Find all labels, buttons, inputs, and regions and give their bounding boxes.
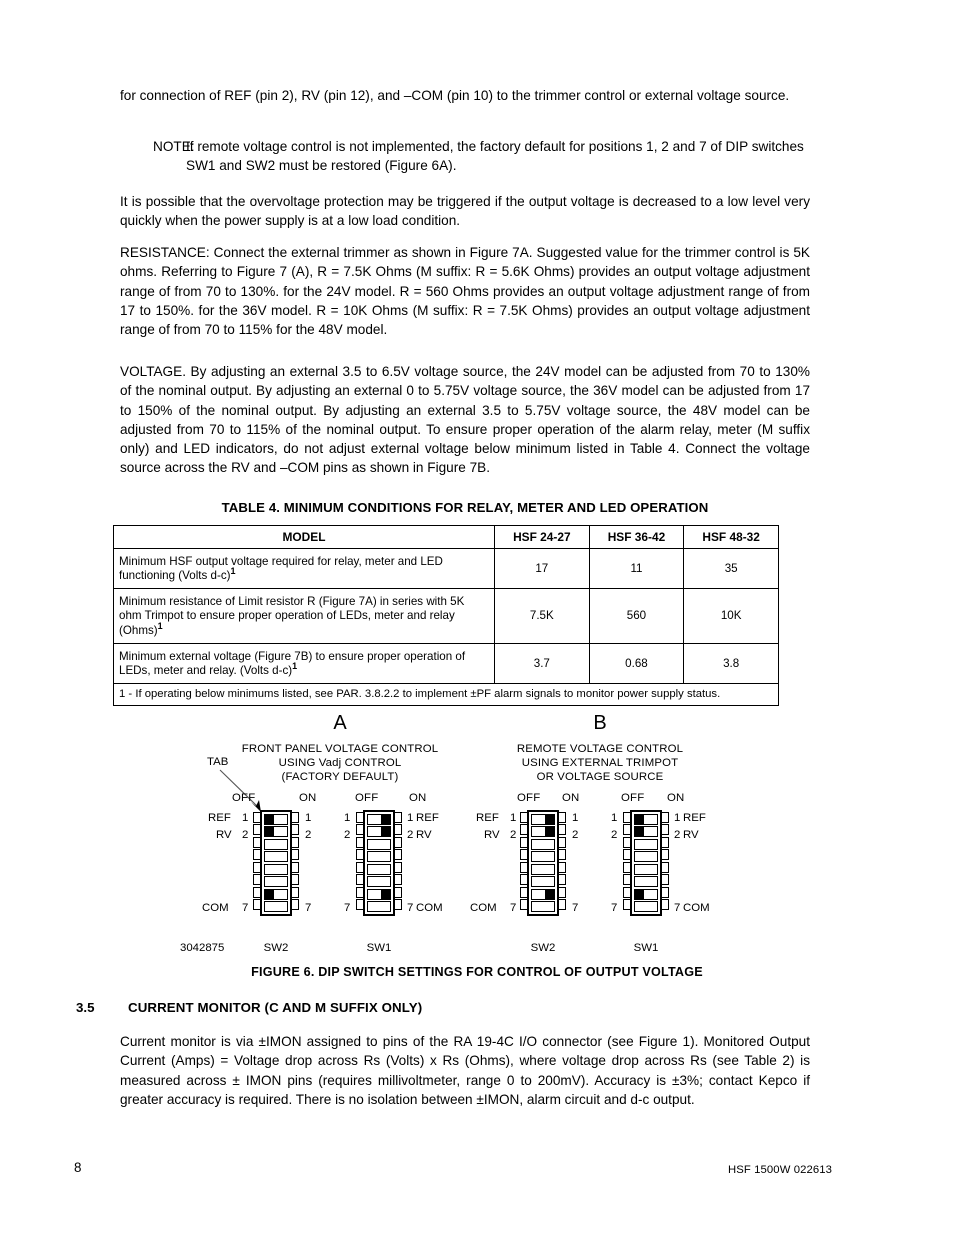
dip-body xyxy=(527,810,559,916)
panel-a-sw1-on-label: ON xyxy=(409,792,427,804)
table4-row1-footnote-marker: 1 xyxy=(157,620,163,631)
paragraph-overvoltage-block xyxy=(120,192,810,244)
table4-header-model: MODEL xyxy=(114,526,495,549)
panel-b-sw2-left-num-2: 2 xyxy=(510,829,517,841)
dip-slot-7[interactable] xyxy=(531,889,555,900)
table4-row2-val2: 3.8 xyxy=(684,644,779,684)
panel-b-sw2-right-num-7: 7 xyxy=(572,902,579,914)
table4-row0-desc xyxy=(114,549,495,589)
table4-footnote: 1 - If operating below minimums listed, see PAR. 3.8.2.2 to implement ±PF alarm signals to monitor power supply status. xyxy=(114,684,779,705)
section-3-5-body xyxy=(120,1032,810,1122)
dip-slot-5[interactable] xyxy=(531,864,555,875)
panel-a-sw2-off-label: OFF xyxy=(232,792,256,804)
table4-row1-val0: 7.5K xyxy=(495,589,590,644)
note-text: If remote voltage control is not implemented, the factory default for positions 1, 2 and 7 of DIP switches SW1 and SW2 must be restored (Figure 6A). xyxy=(186,139,804,174)
dip-slot-5[interactable] xyxy=(264,864,288,875)
paragraph-resistance-block xyxy=(120,243,810,352)
panel-b-sw1-name: SW1 xyxy=(633,942,659,954)
panel-a-sw2-right-num-1: 1 xyxy=(305,812,312,824)
table4-row0-desc-text: Minimum HSF output voltage required for relay, meter and LED functioning (Volts d-c) xyxy=(119,554,443,582)
panel-b-sw1-left-num-2: 2 xyxy=(611,829,618,841)
dip-slot-2[interactable] xyxy=(634,826,658,837)
panel-b-sw1-right-num-1: 1 xyxy=(674,812,681,824)
panel-a-sw1-left-num-1: 1 xyxy=(344,812,351,824)
table-row xyxy=(114,549,779,589)
panel-b-sw2-outer-label-com: COM xyxy=(470,902,497,914)
dip-slot-6[interactable] xyxy=(367,876,391,887)
dip-slot-2[interactable] xyxy=(264,826,288,837)
dip-slider xyxy=(381,815,390,824)
dip-slot-4[interactable] xyxy=(634,851,658,862)
paragraph-overvoltage: It is possible that the overvoltage protection may be triggered if the output voltage is decreased to a low level very quickly when the power supply is at a low load condition. xyxy=(120,194,810,229)
dip-slider xyxy=(545,815,554,824)
figure6-panel-a-letter: A xyxy=(333,712,347,734)
dip-slider xyxy=(545,890,554,899)
panel-a-sw2-on-label: ON xyxy=(299,792,317,804)
figure6-title: FIGURE 6. DIP SWITCH SETTINGS FOR CONTROL OF OUTPUT VOLTAGE xyxy=(251,965,703,979)
table4-row2-desc-text: Minimum external voltage (Figure 7B) to ensure proper operation of LEDs, meter and relay. (Volts d-c) xyxy=(119,649,466,677)
dip-slot-1[interactable] xyxy=(634,814,658,825)
dip-slot-2[interactable] xyxy=(367,826,391,837)
footer-document-id: HSF 1500W 022613 xyxy=(728,1164,832,1176)
dip-slot-7[interactable] xyxy=(367,889,391,900)
intro-text-block xyxy=(120,86,810,118)
panel-a-sw2-outer-label-rv: RV xyxy=(216,829,232,841)
dip-slot-3[interactable] xyxy=(634,839,658,850)
table4-row2-desc xyxy=(114,644,495,684)
dip-slot-6[interactable] xyxy=(531,876,555,887)
table-row xyxy=(114,644,779,684)
panel-a-sw2-right-num-7: 7 xyxy=(305,902,312,914)
dip-slider xyxy=(265,827,274,836)
figure6-panel-a-caption-line-3: (FACTORY DEFAULT) xyxy=(281,771,399,783)
table4 xyxy=(113,525,779,706)
dip-slot-7[interactable] xyxy=(264,889,288,900)
panel-a-sw1-off-label: OFF xyxy=(355,792,379,804)
figure6-panel-a-caption-line-2: USING Vadj CONTROL xyxy=(278,757,402,769)
dip-slider xyxy=(381,827,390,836)
dip-body xyxy=(630,810,662,916)
dip-slot-3[interactable] xyxy=(367,839,391,850)
figure6-panel-b-caption-line-3: OR VOLTAGE SOURCE xyxy=(536,771,664,783)
panel-b-sw2-name: SW2 xyxy=(530,942,556,954)
dip-slider xyxy=(265,815,274,824)
panel-a-sw2-right-num-2: 2 xyxy=(305,829,312,841)
table4-row0-val2: 35 xyxy=(684,549,779,589)
panel-b-sw2-right-num-2: 2 xyxy=(572,829,579,841)
panel-a-sw1-left-num-2: 2 xyxy=(344,829,351,841)
dip-body xyxy=(260,810,292,916)
dip-slot-8[interactable] xyxy=(367,901,391,912)
dip-slot-3[interactable] xyxy=(264,839,288,850)
panel-b-sw2-left-num-7: 7 xyxy=(510,902,517,914)
panel-a-sw2-name: SW2 xyxy=(263,942,289,954)
figure6-panel-b-letter: B xyxy=(593,712,607,734)
dip-slot-1[interactable] xyxy=(531,814,555,825)
panel-a-sw1-right-num-1: 1 xyxy=(407,812,414,824)
dip-slot-4[interactable] xyxy=(264,851,288,862)
panel-a-sw1-left-num-7: 7 xyxy=(344,902,351,914)
paragraph-resistance: RESISTANCE: Connect the external trimmer as shown in Figure 7A. Suggested value for the trimmer control is 5K ohms. Referring to Figure 7 (A), R = 7.5K Ohms (M suffix: R = 5.6K Ohms) provides an output voltage adjustment range of from 70 to 130%. for the 24V model. R = 560 Ohms provides an output voltage adjustment range of from 17 to 150%. for the 36V model. R = 10K Ohms (M suffix: R = 7.5K Ohms) provides an output voltage adjustment range of from 70 to 115% for the 48V model. xyxy=(120,245,810,338)
dip-slider xyxy=(265,890,274,899)
panel-b-sw1-right-num-2: 2 xyxy=(674,829,681,841)
table4-row0-val0: 17 xyxy=(495,549,590,589)
panel-a-sw1-outer-label-com: COM xyxy=(416,902,443,914)
table4-header-hsf-36-42: HSF 36-42 xyxy=(589,526,684,549)
panel-b-sw1-outer-label-com: COM xyxy=(683,902,710,914)
panel-b-sw2-off-label: OFF xyxy=(517,792,541,804)
tab-leader-line xyxy=(215,762,275,817)
table4-header-hsf-48-32: HSF 48-32 xyxy=(684,526,779,549)
paragraph-connection: for connection of REF (pin 2), RV (pin 12), and –COM (pin 10) to the trimmer control or external voltage source. xyxy=(120,88,790,103)
panel-b-sw2-outer-label-rv: RV xyxy=(484,829,500,841)
panel-a-sw1-right-num-2: 2 xyxy=(407,829,414,841)
panel-a-sw2-left-num-7: 7 xyxy=(242,902,249,914)
dip-slider xyxy=(545,827,554,836)
figure6-part-number: 3042875 xyxy=(180,942,225,954)
table4-row1-desc-text: Minimum resistance of Limit resistor R (Figure 7A) in series with 5K ohm Trimpot to ensure proper operation of LEDs, meter and relay (Ohms) xyxy=(119,594,465,637)
panel-b-sw2-right-num-1: 1 xyxy=(572,812,579,824)
table4-row0-val1: 11 xyxy=(589,549,684,589)
figure6 xyxy=(0,712,954,962)
table4-row2-val0: 3.7 xyxy=(495,644,590,684)
panel-a-sw2-left-num-2: 2 xyxy=(242,829,249,841)
panel-a-sw2-outer-label-ref: REF xyxy=(208,812,231,824)
dip-slot-1[interactable] xyxy=(367,814,391,825)
figure6-panel-a-caption-line-1: FRONT PANEL VOLTAGE CONTROL xyxy=(241,743,439,755)
panel-b-sw1-left-num-1: 1 xyxy=(611,812,618,824)
panel-a-sw1-right-num-7: 7 xyxy=(407,902,414,914)
dip-body xyxy=(363,810,395,916)
panel-b-sw1-outer-label-rv: RV xyxy=(683,829,699,841)
dip-slot-8[interactable] xyxy=(634,901,658,912)
table4-footnote-row xyxy=(114,684,779,705)
paragraph-voltage-block xyxy=(120,362,810,491)
panel-b-sw2-outer-label-ref: REF xyxy=(476,812,499,824)
dip-slot-3[interactable] xyxy=(531,839,555,850)
paragraph-voltage: VOLTAGE. By adjusting an external 3.5 to 6.5V voltage source, the 24V model can be adjusted from 70 to 130% of the nominal output. By adjusting an external 0 to 5.75V voltage source, the 36V model can be adjusted from 17 to 150% of the nominal output. By adjusting an external 3.5 to 5.75V voltage source, the 48V model can be adjusted from 70 to 115% of the nominal output. To ensure proper operation of the alarm relay, meter (M suffix only) and LED indicators, do not adjust external voltage below minimum listed in Table 4. Connect the voltage source across the RV and –COM pins as shown in Figure 7B. xyxy=(120,364,810,476)
figure6-panel-b-caption-line-1: REMOTE VOLTAGE CONTROL xyxy=(516,743,684,755)
note-label: NOTE: xyxy=(153,139,195,154)
dip-slider xyxy=(635,827,644,836)
section-3-5-title: CURRENT MONITOR (C AND M SUFFIX ONLY) xyxy=(128,1000,423,1015)
dip-slot-2[interactable] xyxy=(531,826,555,837)
panel-b-sw1-outer-label-ref: REF xyxy=(683,812,706,824)
table4-row0-footnote-marker: 1 xyxy=(230,566,236,577)
table4-header-row xyxy=(114,526,779,549)
dip-slot-8[interactable] xyxy=(531,901,555,912)
dip-slider xyxy=(381,890,390,899)
dip-slot-6[interactable] xyxy=(634,876,658,887)
panel-a-sw2-outer-label-com: COM xyxy=(202,902,229,914)
table4-row1-val1: 560 xyxy=(589,589,684,644)
panel-b-sw2-left-num-1: 1 xyxy=(510,812,517,824)
panel-a-sw1-outer-label-rv: RV xyxy=(416,829,432,841)
panel-a-sw1-outer-label-ref: REF xyxy=(416,812,439,824)
tab-label: TAB xyxy=(207,756,229,768)
dip-slot-1[interactable] xyxy=(264,814,288,825)
dip-slot-5[interactable] xyxy=(367,864,391,875)
panel-b-sw1-right-num-7: 7 xyxy=(674,902,681,914)
figure6-panel-b-caption-line-2: USING EXTERNAL TRIMPOT xyxy=(521,757,679,769)
note-block xyxy=(120,137,810,176)
panel-b-sw1-on-label: ON xyxy=(667,792,685,804)
table-row xyxy=(114,589,779,644)
table4-title: TABLE 4. MINIMUM CONDITIONS FOR RELAY, METER AND LED OPERATION xyxy=(221,500,709,515)
table4-header-hsf-24-27: HSF 24-27 xyxy=(495,526,590,549)
table4-row1-desc xyxy=(114,589,495,644)
dip-slot-5[interactable] xyxy=(634,864,658,875)
table4-row2-footnote-marker: 1 xyxy=(292,661,298,672)
table4-row1-val2: 10K xyxy=(684,589,779,644)
section-3-5-paragraph: Current monitor is via ±IMON assigned to pins of the RA 19-4C I/O connector (see Figure 1). Monitored Output Current (Amps) = Voltage drop across Rs (Volts) x Rs (Ohms), where voltage drop across Rs (see Table 2) is measured across ± IMON pins (requires millivoltmeter, range 0 to 200mV). Accuracy is ±3%; contact Kepco if greater accuracy is required. There is no isolation between ±IMON, alarm circuit and d-c output. xyxy=(120,1034,810,1107)
page-number: 8 xyxy=(74,1160,82,1175)
dip-slot-4[interactable] xyxy=(367,851,391,862)
panel-b-sw2-on-label: ON xyxy=(562,792,580,804)
panel-b-sw1-left-num-7: 7 xyxy=(611,902,618,914)
panel-b-sw1-off-label: OFF xyxy=(621,792,645,804)
table4-row2-val1: 0.68 xyxy=(589,644,684,684)
dip-slot-6[interactable] xyxy=(264,876,288,887)
dip-slot-7[interactable] xyxy=(634,889,658,900)
panel-a-sw2-left-num-1: 1 xyxy=(242,812,249,824)
panel-a-sw1-name: SW1 xyxy=(366,942,392,954)
dip-slider xyxy=(635,890,644,899)
dip-slider xyxy=(635,815,644,824)
section-3-5-number: 3.5 xyxy=(76,1000,95,1015)
dip-slot-8[interactable] xyxy=(264,901,288,912)
dip-slot-4[interactable] xyxy=(531,851,555,862)
